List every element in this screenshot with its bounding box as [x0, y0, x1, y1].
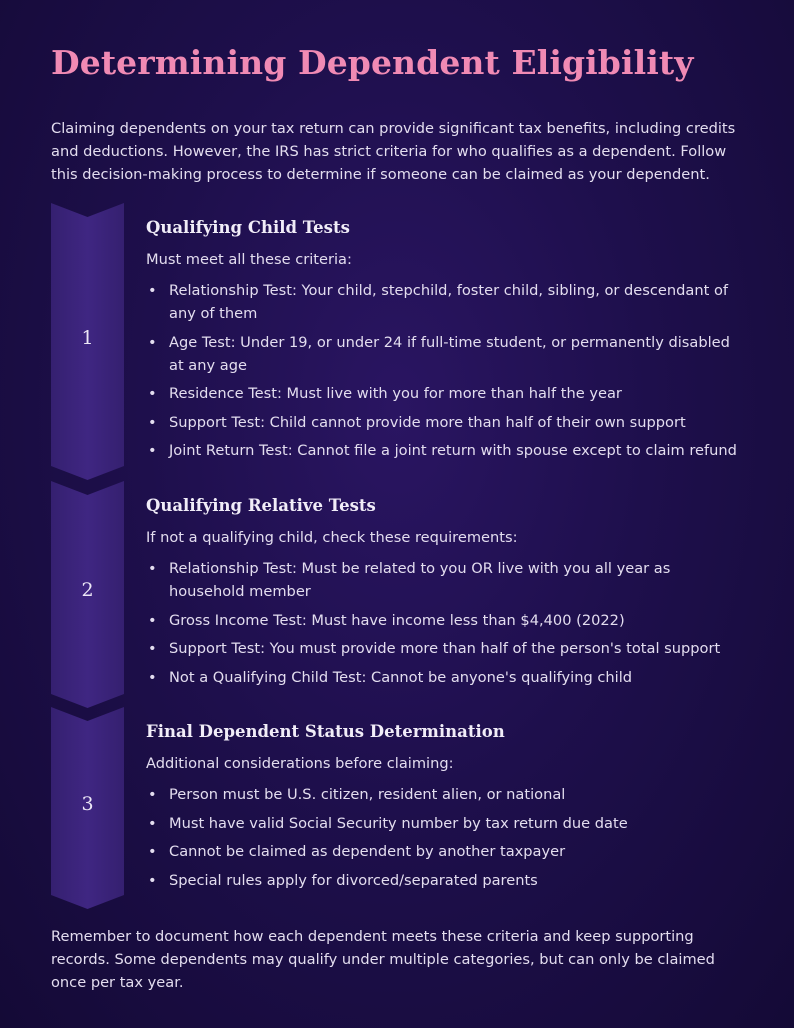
step-1-body	[146, 217, 746, 468]
list-item-text: Relationship Test: Your child, stepchild, foster child, sibling, or descendant of any of them	[169, 282, 729, 322]
step-1-criteria-list	[146, 279, 746, 462]
list-item-text: Relationship Test: Must be related to you OR live with you all year as household member	[169, 560, 671, 600]
list-item-text: Support Test: You must provide more than half of the person's total support	[169, 640, 721, 657]
list-item	[146, 382, 746, 405]
bullet-icon: •	[148, 611, 157, 629]
list-item	[146, 331, 746, 377]
list-item-text: Special rules apply for divorced/separated parents	[169, 871, 538, 889]
step-2-body	[146, 495, 746, 694]
bullet-icon: •	[148, 282, 157, 299]
step-3-criteria-list	[146, 783, 746, 892]
list-item	[146, 439, 746, 462]
step-3-body	[146, 721, 746, 897]
step-2-subtitle: If not a qualifying child, check these requirements:	[146, 529, 518, 546]
bullet-icon: •	[148, 668, 157, 686]
bullet-icon: •	[148, 442, 157, 459]
list-item-text: Support Test: Child cannot provide more than half of their own support	[169, 413, 686, 431]
list-item-text: Age Test: Under 19, or under 24 if full-time student, or permanently disabled at any age	[169, 333, 730, 374]
list-item-text: Must have valid Social Security number by tax return due date	[169, 814, 628, 832]
page-title: Determining Dependent Eligibility	[51, 43, 694, 82]
list-item-text: Not a Qualifying Child Test: Cannot be anyone's qualifying child	[169, 668, 633, 686]
step-2	[51, 481, 751, 711]
list-item	[146, 609, 746, 632]
step-3-title: Final Dependent Status Determination	[146, 722, 505, 741]
list-item	[146, 411, 746, 434]
step-1	[51, 203, 751, 483]
step-1-title: Qualifying Child Tests	[146, 218, 350, 237]
bullet-icon: •	[148, 333, 157, 351]
step-1-number: 1	[81, 327, 94, 349]
list-item	[146, 840, 746, 863]
list-item-text: Person must be U.S. citizen, resident alien, or national	[169, 786, 566, 803]
bullet-icon: •	[148, 385, 157, 402]
list-item	[146, 869, 746, 892]
list-item	[146, 637, 746, 660]
step-2-number: 2	[81, 579, 94, 601]
step-2-title: Qualifying Relative Tests	[146, 496, 376, 515]
bullet-icon: •	[148, 814, 157, 832]
bullet-icon: •	[148, 560, 157, 577]
step-1-subtitle: Must meet all these criteria:	[146, 251, 352, 268]
bullet-icon: •	[148, 843, 157, 860]
list-item	[146, 812, 746, 835]
list-item-text: Cannot be claimed as dependent by another taxpayer	[169, 843, 566, 860]
intro-paragraph: Claiming dependents on your tax return can provide significant tax benefits, including credits and deductions. However, the IRS has strict criteria for who qualifies as a dependent. Follow this decision-making process to determine if someone can be claimed as your dependent.	[51, 120, 736, 183]
step-3-number: 3	[81, 793, 94, 815]
list-item-text: Gross Income Test: Must have income less than $4,400 (2022)	[169, 611, 625, 629]
list-item	[146, 783, 746, 806]
bullet-icon: •	[148, 871, 157, 889]
step-3-subtitle: Additional considerations before claiming:	[146, 755, 454, 772]
list-item	[146, 279, 746, 325]
closing-paragraph: Remember to document how each dependent meets these criteria and keep supporting records. Some dependents may qualify under multiple categories, but can only be claimed once per tax year.	[51, 928, 715, 991]
bullet-icon: •	[148, 786, 157, 803]
step-3	[51, 707, 751, 912]
bullet-icon: •	[148, 413, 157, 431]
step-2-criteria-list	[146, 557, 746, 689]
list-item-text: Residence Test: Must live with you for more than half the year	[169, 385, 622, 402]
list-item	[146, 557, 746, 603]
list-item-text: Joint Return Test: Cannot file a joint return with spouse except to claim refund	[169, 442, 737, 459]
list-item	[146, 666, 746, 689]
bullet-icon: •	[148, 640, 157, 657]
